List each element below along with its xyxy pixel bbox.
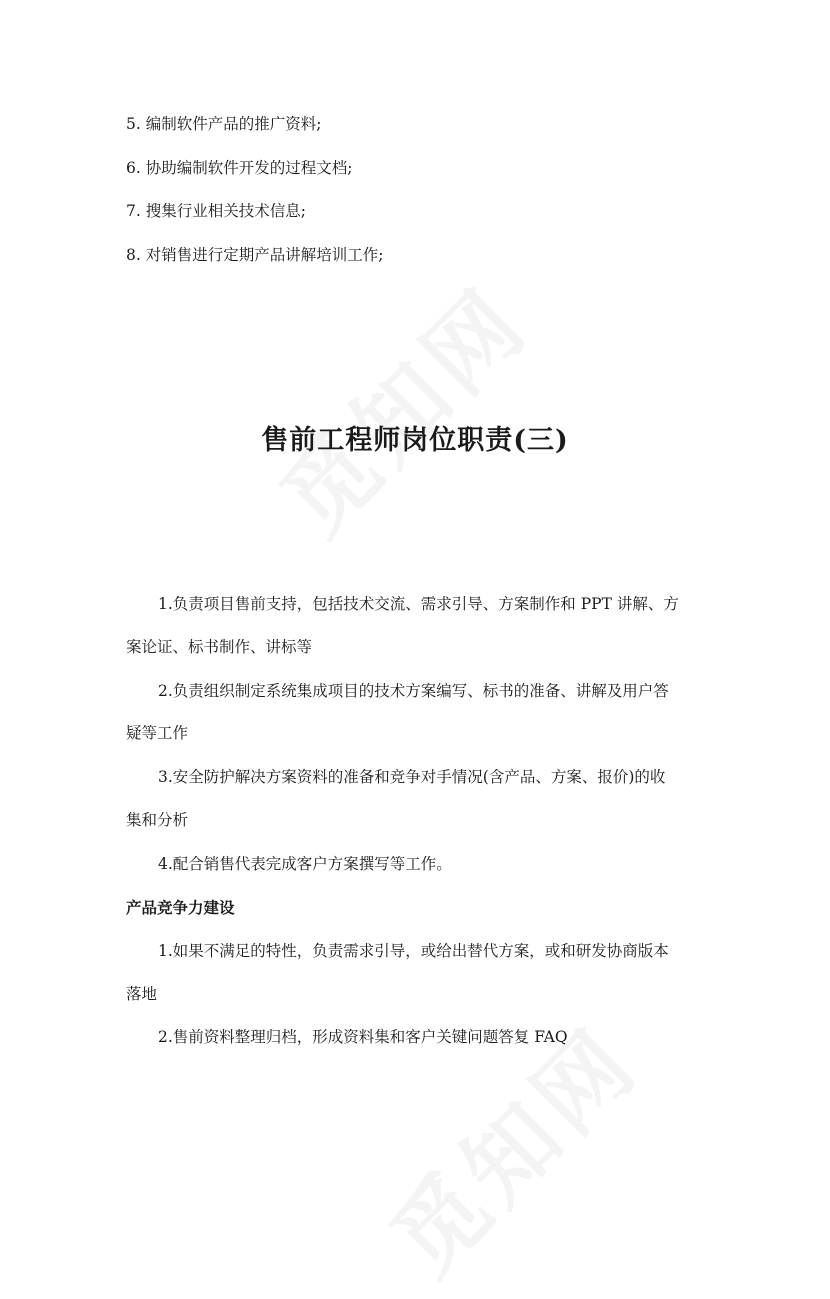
paragraph-line: 4.配合销售代表完成客户方案撰写等工作。 [158, 855, 452, 873]
paragraph-line: 1.如果不满足的特性，负责需求引导，或给出替代方案，或和研发协商版本 [158, 942, 669, 960]
section-heading: 产品竞争力建设 [126, 898, 235, 917]
paragraph-line: 疑等工作 [126, 724, 189, 742]
paragraph-line: 1.负责项目售前支持，包括技术交流、需求引导、方案制作和 PPT 讲解、方 [158, 595, 679, 613]
paragraph-line: 3.安全防护解决方案资料的准备和竞争对手情况(含产品、方案、报价)的收 [158, 768, 666, 786]
list-item: 7. 搜集行业相关技术信息; [126, 202, 306, 220]
page-title: 售前工程师岗位职责(三) [261, 425, 569, 456]
paragraph-line: 集和分析 [126, 811, 189, 829]
list-item: 8. 对销售进行定期产品讲解培训工作; [126, 246, 384, 264]
list-item: 6. 协助编制软件开发的过程文档; [126, 159, 353, 177]
paragraph-line: 2.负责组织制定系统集成项目的技术方案编写、标书的准备、讲解及用户答 [158, 682, 669, 700]
watermark-top [247, 253, 552, 558]
paragraph-line: 落地 [126, 985, 158, 1003]
list-item: 5. 编制软件产品的推广资料; [126, 115, 322, 133]
paragraph-line: 2.售前资料整理归档，形成资料集和客户关键问题答复 FAQ [158, 1028, 568, 1046]
paragraph-line: 案论证、标书制作、讲标等 [126, 638, 313, 656]
